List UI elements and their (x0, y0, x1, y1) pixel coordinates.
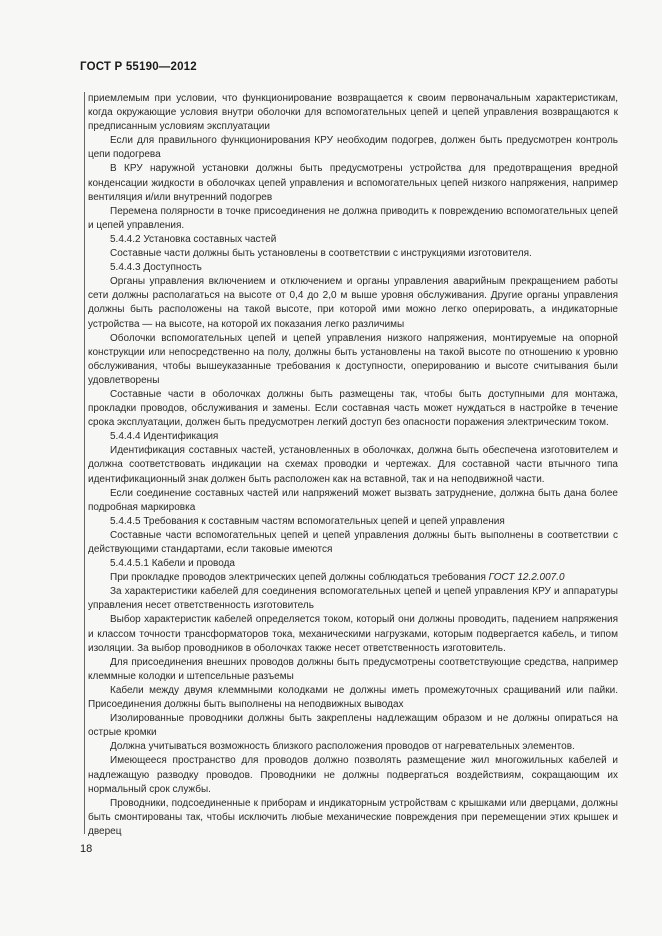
paragraph: приемлемым при условии, что функционирование возвращается к своим первоначальным характеристикам, когда окружающие условия внутри оболочки для вспомогательных цепей и цепей управления возвращаются к предписанным условиям эксплуатации (88, 93, 618, 133)
section-heading: 5.4.4.5.1 Кабели и провода (110, 558, 235, 570)
section-heading: 5.4.4.2 Установка составных частей (110, 233, 277, 245)
paragraph: В КРУ наружной установки должны быть предусмотрены устройства для предотвращения вредной конденсации жидкости в оболочках цепей управления и вспомогательных цепей низкого напряжения, например вентиляция и/или внутренний подогрев (88, 163, 618, 203)
gost-reference-link[interactable]: ГОСТ 12.2.007.0 (488, 572, 565, 584)
paragraph: Составные части в оболочках должны быть размещены так, чтобы быть доступными для монтажа, прокладки проводов, обслуживания и замены. Если составная часть может нуждаться в настройке в течение срока эксплуатации, должен быть предусмотрен легкий доступ без опасности поражения электрическим током. (88, 388, 618, 429)
paragraph: Перемена полярности в точке присоединения не должна приводить к повреждению вспомогательных цепей и цепей управления. (88, 205, 618, 231)
document-body (88, 92, 618, 839)
page-number: 18 (80, 843, 93, 855)
paragraph: За характеристики кабелей для соединения вспомогательных цепей и цепей управления КРУ и аппаратуры управления несет ответственность изготовитель (88, 586, 618, 612)
paragraph-text: При прокладке проводов электрических цепей должны соблюдаться требования (110, 572, 489, 584)
paragraph: Имеющееся пространство для проводов должно позволять размещение жил многожильных кабелей и надлежащую разводку проводов. Проводники не должны подвергаться воздействиям, сокращающим их нормальный срок службы. (88, 755, 618, 795)
paragraph: Должна учитываться возможность близкого расположения проводов от нагревательных элементов. (110, 741, 575, 753)
paragraph: Кабели между двумя клеммными колодками не должны иметь промежуточных сращиваний или пайки. Присоединения должны быть выполнены на неподвижных выводах (88, 684, 618, 711)
paragraph: Выбор характеристик кабелей определяется током, который они должны проводить, падением напряжения и классом точности трансформаторов тока, механическими нагрузками, которым подвергается кабель, и типом изоляции. За выбор проводников в оболочках также несет ответственность изготовитель. (88, 614, 618, 654)
paragraph: Составные части должны быть установлены в соответствии с инструкциями изготовителя. (110, 248, 532, 260)
paragraph: Оболочки вспомогательных цепей и цепей управления низкого напряжения, монтируемые на опорной конструкции или непосредственно на полу, должны быть установлены на такой высоте по отношению к уровню обслуживания, чтобы вышеуказанные требования к доступности, оперированию и высоте считывания были удовлетворены (88, 332, 618, 386)
page-header: ГОСТ Р 55190—2012 (80, 61, 197, 73)
paragraph: Для присоединения внешних проводов должны быть предусмотрены соответствующие средства, например клеммные колодки и штепсельные разъемы (88, 656, 618, 682)
paragraph: Изолированные проводники должны быть закреплены надлежащим образом и не должны опираться на острые кромки (88, 713, 618, 739)
paragraph: Если соединение составных частей или напряжений может вызвать затруднение, должна быть дана более подробная маркировка (88, 487, 618, 513)
margin-rule (84, 92, 85, 834)
paragraph: Органы управления включением и отключением и органы управления аварийным прекращением работы сети должны располагаться на высоте от 0,4 до 2,0 м выше уровня обслуживания. Другие органы управления должны быть расположены на такой высоте, при которой ими можно легко оперировать, а индикаторные устройства — на высоте, на которой их показания легко различимы (88, 276, 618, 330)
section-heading: 5.4.4.4 Идентификация (110, 431, 219, 443)
paragraph-with-reference (88, 571, 618, 585)
section-heading: 5.4.4.5 Требования к составным частям вспомогательных цепей и цепей управления (110, 515, 505, 527)
paragraph: Составные части вспомогательных цепей и цепей управления должны быть выполнены в соответствии с действующими стандартами, если таковые имеются (88, 529, 618, 555)
paragraph: Идентификация составных частей, установленных в оболочках, должна быть обеспечена изготовителем и должна соответствовать индикации на схемах проводки и чертежах. Для составной части втычного типа идентификационный знак должен быть расположен как на вставной, так и на неподвижной части. (88, 445, 618, 485)
paragraph: Проводники, подсоединенные к приборам и индикаторным устройствам с крышками или дверцами, должны быть смонтированы так, чтобы исключить любые механические повреждения при перемещении этих крышек и дверец (88, 797, 618, 837)
section-heading: 5.4.4.3 Доступность (110, 262, 202, 274)
paragraph: Если для правильного функционирования КРУ необходим подогрев, должен быть предусмотрен контроль цепи подогрева (88, 135, 618, 161)
